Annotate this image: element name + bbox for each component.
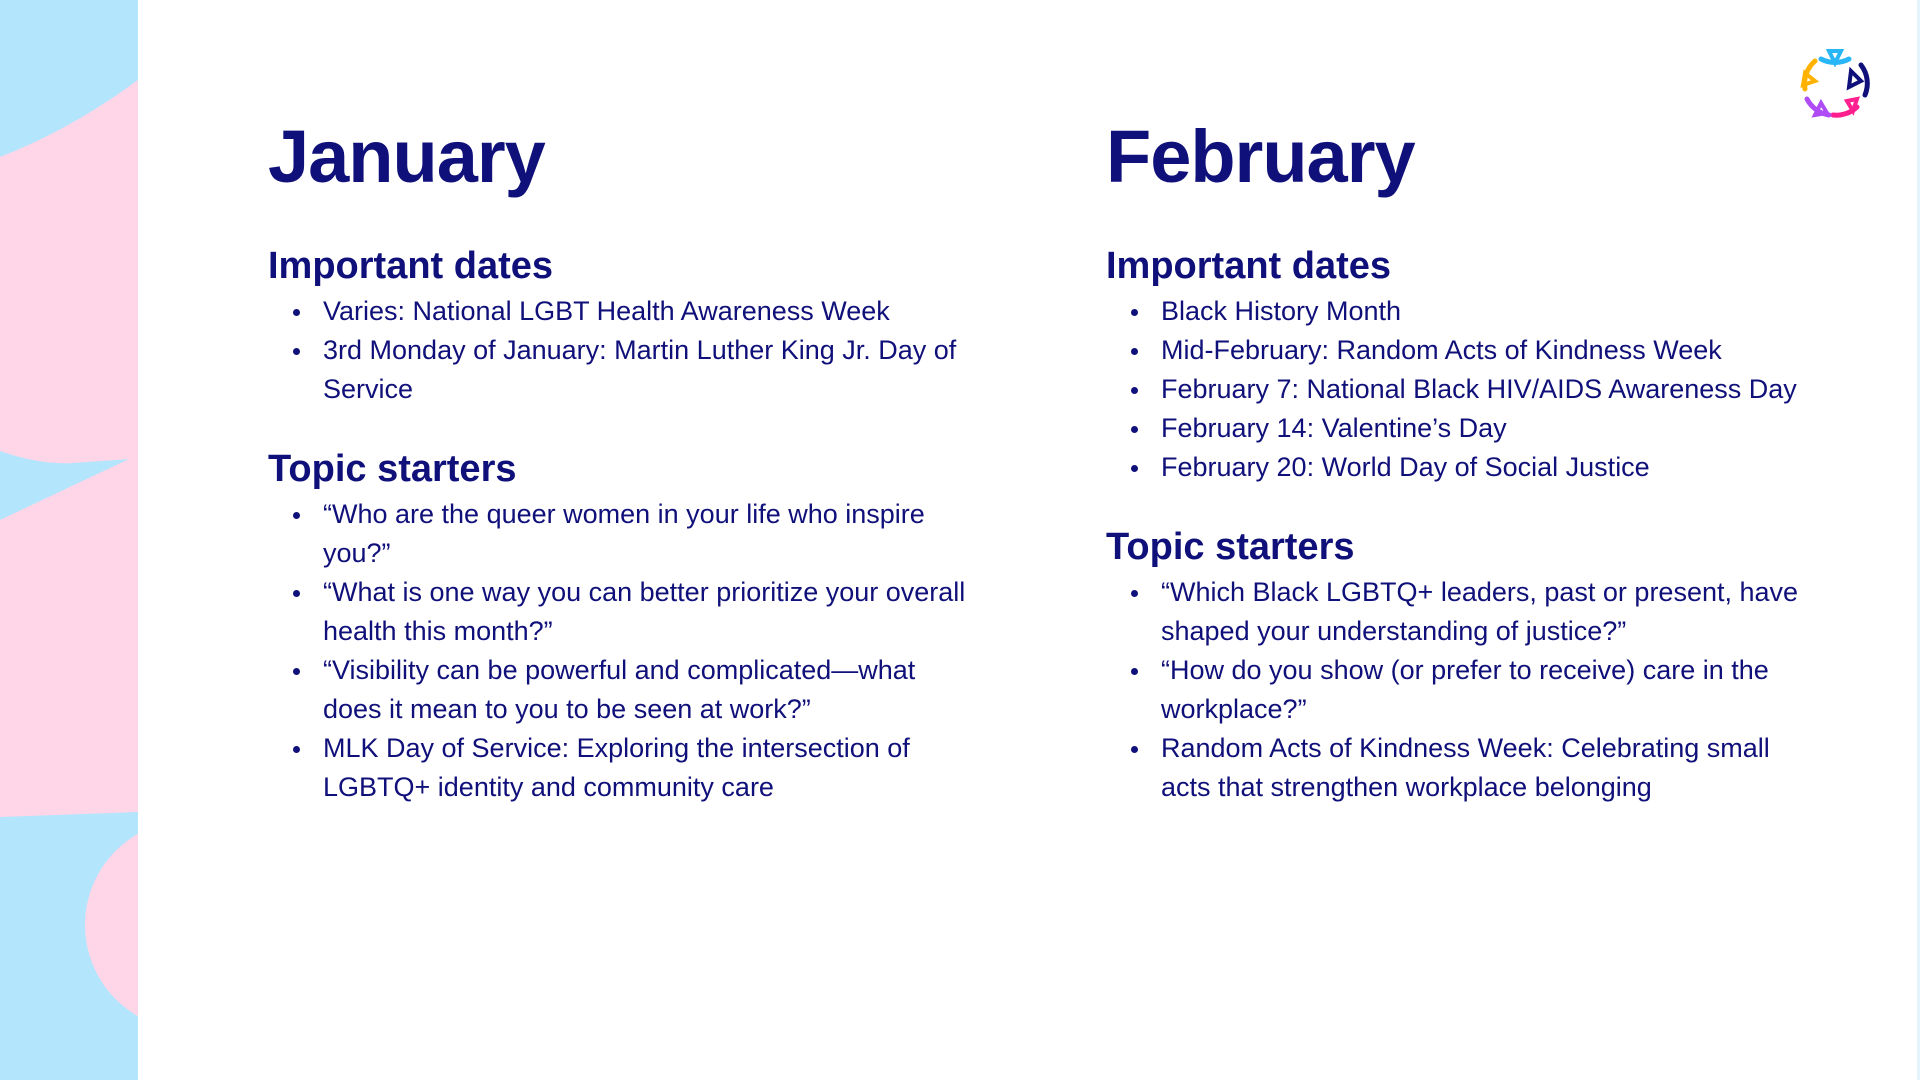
list-item: Random Acts of Kindness Week: Celebrating small acts that strengthen workplace belonging bbox=[1161, 729, 1806, 807]
list-item: February 14: Valentine’s Day bbox=[1161, 409, 1806, 448]
list-item: “Which Black LGBTQ+ leaders, past or present, have shaped your understanding of justice?” bbox=[1161, 573, 1806, 651]
list-item: Black History Month bbox=[1161, 292, 1806, 331]
february-dates-list bbox=[1106, 292, 1806, 487]
list-item: 3rd Monday of January: Martin Luther King Jr. Day of Service bbox=[323, 331, 968, 409]
brand-logo-icon bbox=[1795, 45, 1875, 125]
january-topics-list bbox=[268, 495, 968, 807]
decorative-side-band bbox=[0, 0, 138, 1080]
list-item: MLK Day of Service: Exploring the intersection of LGBTQ+ identity and community care bbox=[323, 729, 968, 807]
list-item: “Visibility can be powerful and complicated—what does it mean to you to be seen at work?” bbox=[323, 651, 968, 729]
january-column bbox=[268, 112, 968, 807]
february-dates-heading: Important dates bbox=[1106, 245, 1392, 287]
list-item: February 7: National Black HIV/AIDS Awareness Day bbox=[1161, 370, 1806, 409]
list-item: Varies: National LGBT Health Awareness Week bbox=[323, 292, 968, 331]
february-topics-list bbox=[1106, 573, 1806, 807]
january-dates-list bbox=[268, 292, 968, 409]
list-item: “How do you show (or prefer to receive) care in the workplace?” bbox=[1161, 651, 1806, 729]
january-title: January bbox=[268, 115, 545, 198]
january-dates-heading: Important dates bbox=[268, 245, 554, 287]
list-item: February 20: World Day of Social Justice bbox=[1161, 448, 1806, 487]
february-column bbox=[1106, 112, 1806, 807]
list-item: Mid-February: Random Acts of Kindness Week bbox=[1161, 331, 1806, 370]
january-topics-heading: Topic starters bbox=[268, 448, 517, 490]
february-topics-heading: Topic starters bbox=[1106, 526, 1355, 568]
list-item: “Who are the queer women in your life who inspire you?” bbox=[323, 495, 968, 573]
february-title: February bbox=[1106, 115, 1415, 198]
list-item: “What is one way you can better prioritize your overall health this month?” bbox=[323, 573, 968, 651]
